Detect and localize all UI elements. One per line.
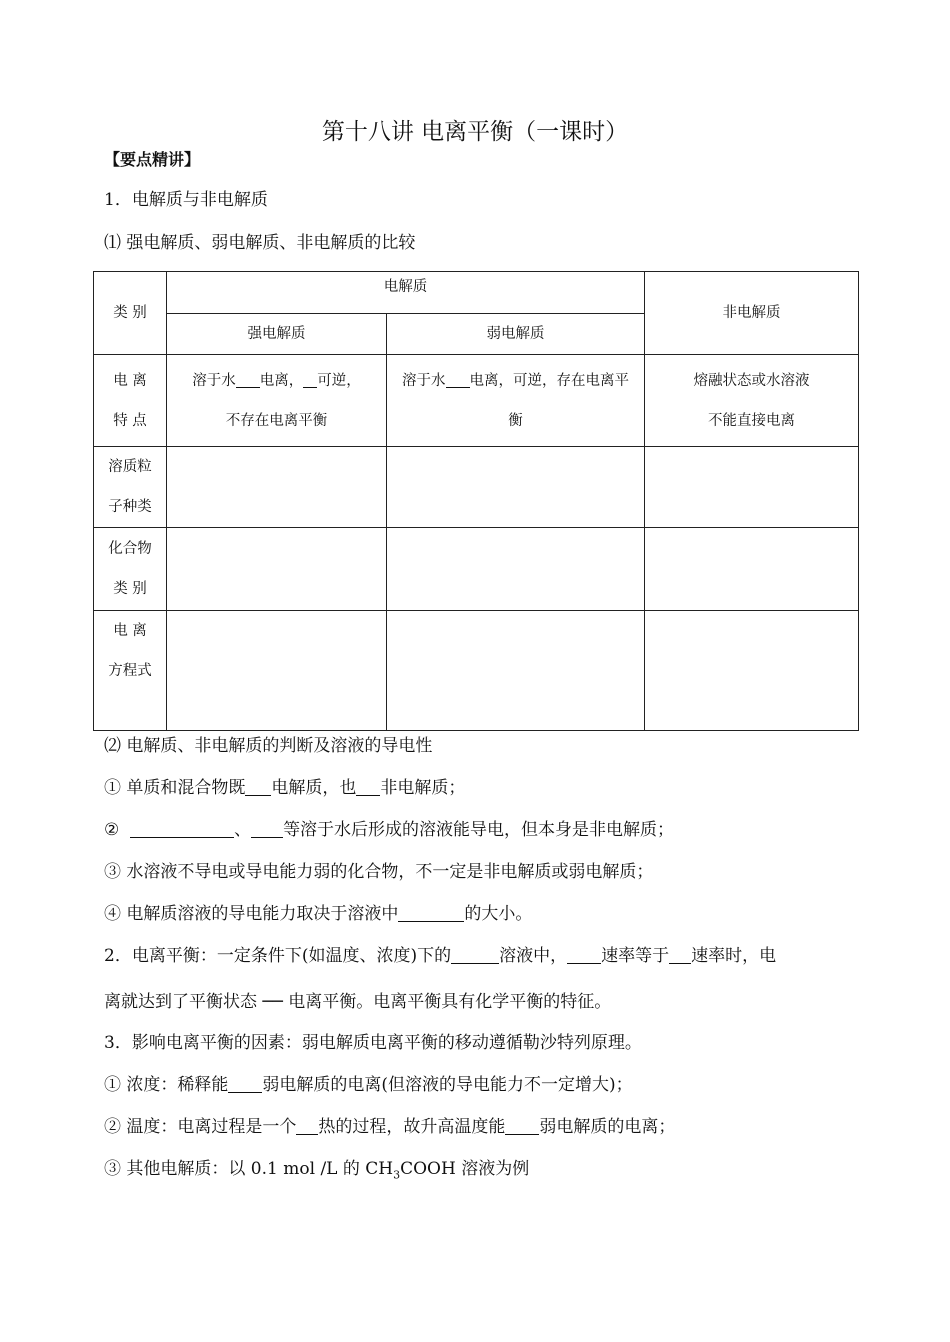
- blank-cell: [167, 447, 387, 528]
- blank-cell: [645, 611, 859, 731]
- section-heading: 【要点精讲】: [104, 150, 201, 169]
- subsection-1-2-title: ⑵ 电解质、非电解质的判断及溶液的导电性: [104, 736, 433, 756]
- header-weak-electrolyte: 弱电解质: [387, 314, 645, 355]
- header-category: 类 别: [94, 272, 167, 355]
- factor-concentration: ① 浓度：稀释能 弱电解质的电离(但溶液的导电能力不一定增大)；: [104, 1075, 633, 1095]
- comparison-table: [93, 271, 859, 731]
- table-row: [94, 611, 859, 731]
- row-label-ionization-feature: 电 离 特 点: [94, 355, 167, 447]
- table-row: [94, 528, 859, 611]
- blank-cell: [387, 528, 645, 611]
- row-label-solute-particles: 溶质粒 子种类: [94, 447, 167, 528]
- section-2-continued: 离就达到了平衡状态 ── 电离平衡。电离平衡具有化学平衡的特征。: [104, 992, 612, 1012]
- subsection-1-1-title: ⑴ 强电解质、弱电解质、非电解质的比较: [104, 233, 416, 253]
- factor-other-electrolytes: ③ 其他电解质：以 0.1 mol /L 的 $CH_3COOH$ 溶液为例: [104, 1159, 530, 1182]
- blank-cell: [645, 447, 859, 528]
- point-4: ④ 电解质溶液的导电能力取决于溶液中 的大小。: [104, 904, 533, 924]
- factor-temperature: ② 温度：电离过程是一个 热的过程，故升高温度能 弱电解质的电离；: [104, 1117, 676, 1137]
- cell-strong-feature: 溶于水 电离， 可逆， 不存在电离平衡: [167, 355, 387, 447]
- cell-weak-feature: 溶于水 电离，可逆，存在电离平 衡: [387, 355, 645, 447]
- blank-cell: [167, 611, 387, 731]
- blank-cell: [167, 528, 387, 611]
- row-label-compound-type: 化合物 类 别: [94, 528, 167, 611]
- point-1: ① 单质和混合物既 电解质，也 非电解质；: [104, 778, 466, 798]
- row-label-ionization-equation: 电 离 方程式: [94, 611, 167, 731]
- point-2: ② 、 等溶于水后形成的溶液能导电，但本身是非电解质；: [104, 820, 675, 840]
- header-nonelectrolyte: 非电解质: [645, 272, 859, 355]
- blank-cell: [387, 611, 645, 731]
- table-row: [94, 447, 859, 528]
- page-title: 第十八讲 电离平衡（一课时）: [321, 119, 629, 145]
- header-electrolyte: 电解质: [167, 272, 645, 314]
- section-3: 3．影响电离平衡的因素：弱电解质电离平衡的移动遵循勒沙特列原理。: [104, 1033, 642, 1053]
- blank-cell: [645, 528, 859, 611]
- section-2: 2．电离平衡：一定条件下(如温度、浓度)下的 溶液中， 速率等于 速率时，电: [104, 946, 777, 966]
- section-1-title: 1．电解质与非电解质: [104, 190, 268, 210]
- blank-cell: [387, 447, 645, 528]
- point-3: ③ 水溶液不导电或导电能力弱的化合物，不一定是非电解质或弱电解质；: [104, 862, 654, 882]
- table-row: [94, 355, 859, 447]
- header-strong-electrolyte: 强电解质: [167, 314, 387, 355]
- cell-nonelectrolyte-feature: 熔融状态或水溶液 不能直接电离: [645, 355, 859, 447]
